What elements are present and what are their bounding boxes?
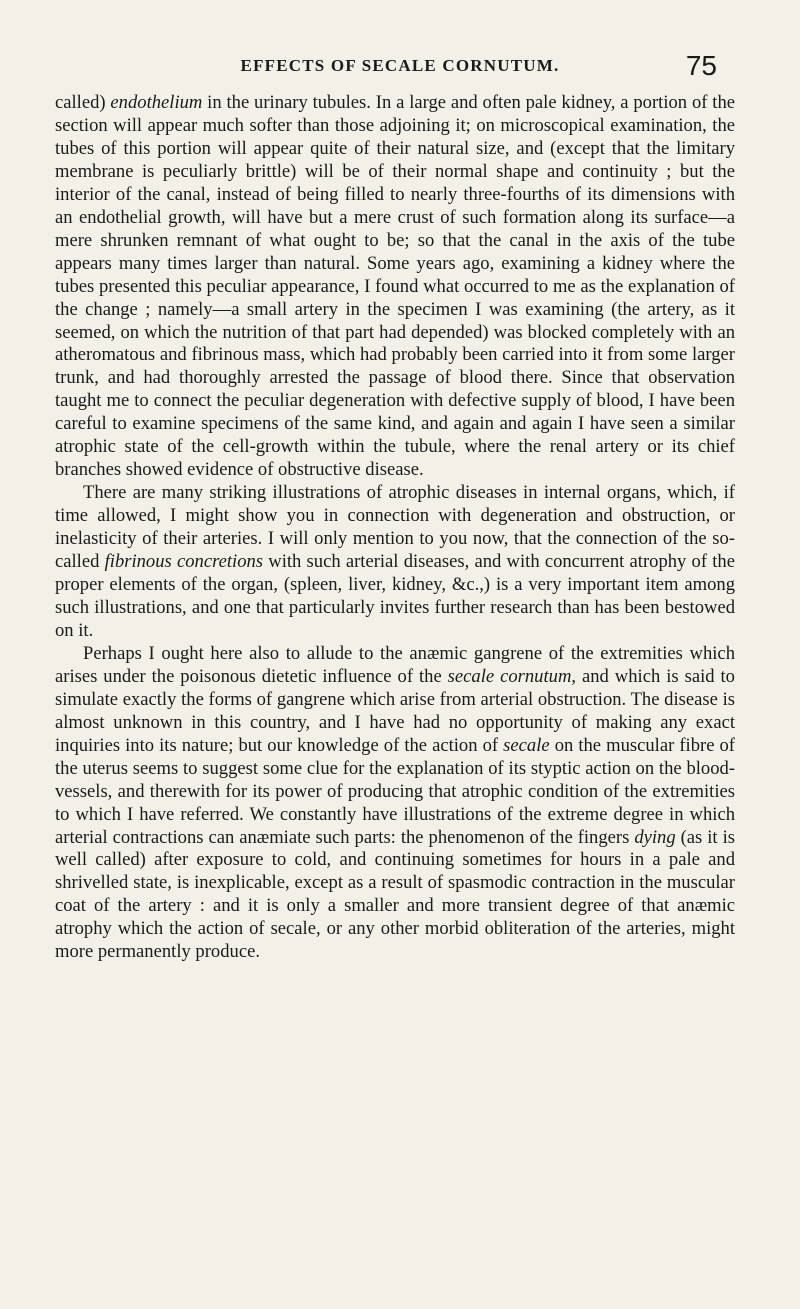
paragraph-3-italic-1: secale cornutum bbox=[447, 665, 572, 687]
paragraph-1-italic: endothelium bbox=[110, 92, 203, 113]
page-header bbox=[0, 50, 800, 88]
paragraph-3-pre: Perhaps I ought here also to allude to the anæmic gangrene of the extremities which arises under the poisonous dietetic influence of the bbox=[55, 642, 735, 687]
paragraph-3-italic-3: dying bbox=[634, 826, 676, 848]
paragraph-1 bbox=[55, 92, 735, 482]
paragraph-3-mid-2: on the muscular fibre of the uterus seems to suggest some clue for the explanation of its styptic action on the blood-vessels, and therewith for its power of producing that atrophic condition of the extremities to which I have referred. We constantly have illustrations of the extreme degree in which arterial contractions can anæmiate such parts: the phenomenon of the fingers bbox=[55, 734, 736, 848]
paragraph-2-pre: There are many striking illustrations of atrophic diseases in internal organs, which, if time allowed, I might show you in connection with degeneration and obstruction, or inelasticity of their arteries. I will only mention to you now, that the connection of the so-called bbox=[55, 482, 735, 573]
paragraph-3-text: (as it is well called) after exposure to cold, and continuing sometimes for hours in a pale and shrivelled state, is inexplicable, except as a result of spasmodic contraction in the muscular coat of the artery : and it is only a smaller and more transient degree of that anæmic atrophy which the action of secale, or any other morbid obliteration of the arteries, might more permanently produce. bbox=[55, 826, 735, 963]
paragraph-3 bbox=[55, 643, 735, 964]
running-head: EFFECTS OF SECALE CORNUTUM. bbox=[240, 56, 560, 75]
body-text bbox=[55, 92, 735, 964]
page-number: 75 bbox=[685, 50, 717, 81]
paragraph-2 bbox=[55, 482, 735, 643]
paragraph-1-pre: called) bbox=[55, 92, 111, 113]
paragraph-2-italic: fibrinous concretions bbox=[104, 551, 264, 573]
paragraph-3-mid-1: , and which is said to simulate exactly the forms of gangrene which arise from arterial obstruction. The disease is almost unknown in this country, and I have had no opportunity of making any exact inquiries into its nature; but our knowledge of the action of bbox=[55, 665, 735, 756]
paragraph-3-italic-2: secale bbox=[503, 734, 550, 756]
paragraph-1-text: in the urinary tubules. In a large and often pale kidney, a portion of the section will appear much softer than those adjoining it; on microscopical examination, the tubes of this portion will appear quite of their natural size, and (except that the limitary membrane is peculiarly brittle) will be of their normal shape and continuity ; but the interior of the canal, instead of being filled to nearly three-fourths of its dimensions with an endothelial growth, will have but a mere crust of such formation along its surface—a mere shrunken remnant of what ought to be; so that the canal in the axis of the tube appears many times larger than natural. Some years ago, examining a kidney where the tubes presented this peculiar appearance, I found what occurred to me as the explanation of the change ; namely—a small artery in the specimen I was examining (the artery, as it seemed, on which the nutrition of that part had depended) was blocked completely with an atheromatous and fibrinous mass, which had probably been carried into it from some larger trunk, and had thoroughly arrested the passage of blood there. Since that observation taught me to connect the peculiar degeneration with defective supply of blood, I have been careful to examine specimens of the same kind, and again and again I have seen a similar atrophic state of the cell-growth within the tubule, where the renal artery or its chief branches showed evidence of obstructive disease. bbox=[55, 92, 735, 481]
paragraph-2-text: with such arterial diseases, and with concurrent atrophy of the proper elements of the organ, (spleen, liver, kidney, &c.,) is a very important item among such illustrations, and one that particularly invites further research than has been bestowed on it. bbox=[55, 551, 735, 641]
